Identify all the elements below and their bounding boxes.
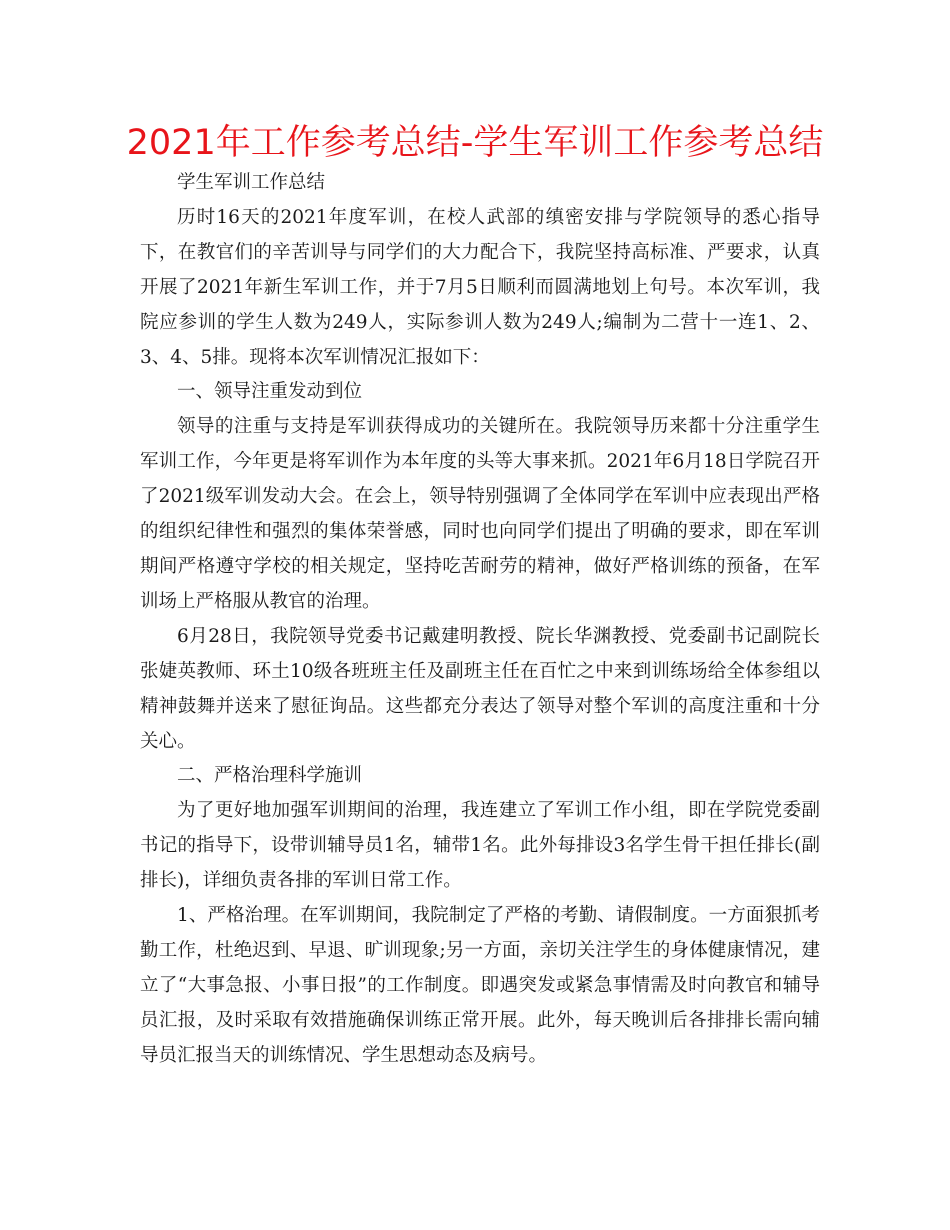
intro-paragraph: 历时16天的2021年度军训，在校人武部的缜密安排与学院领导的悉心指导下，在教官们的辛苦训导与同学们的大力配合下，我院坚持高标准、严要求，认真开展了2021年新生军训工作，并于7月5日顺利而圆满地划上句号。本次军训，我院应参训的学生人数为249人，实际参训人数为249人;编制为二营十一连1、2、3、4、5排。现将本次军训情况汇报如下： xyxy=(140,206,820,368)
section-2-paragraph-1: 为了更好地加强军训期间的治理，我连建立了军训工作小组，即在学院党委副书记的指导下，设带训辅导员1名，辅带1名。此外每排设3名学生骨干担任排长(副排长)，详细负责各排的军训日常工作。 xyxy=(140,800,820,892)
section-1-paragraph-1: 领导的注重与支持是军训获得成功的关键所在。我院领导历来都十分注重学生军训工作，今年更是将军训作为本年度的头等大事来抓。2021年6月18日学院召开了2021级军训发动大会。在会上，领导特别强调了全体同学在军训中应表现出严格的组织纪律性和强烈的集体荣誉感，同时也向同学们提出了明确的要求，即在军训期间严格遵守学校的相关规定，坚持吃苦耐劳的精神，做好严格训练的预备，在军训场上严格服从教官的治理。 xyxy=(140,416,820,612)
section-1-paragraph-2: 6月28日，我院领导党委书记戴建明教授、院长华渊教授、党委副书记副院长张婕英教师、环土10级各班班主任及副班主任在百忙之中来到训练场给全体参组以精神鼓舞并送来了慰征询品。这些都充分表达了领导对整个军训的高度注重和十分关心。 xyxy=(140,625,820,752)
subtitle-paragraph: 学生军训工作总结 xyxy=(177,172,326,193)
document-title: 2021年工作参考总结-学生军训工作参考总结 xyxy=(126,123,824,163)
section-2-paragraph-2: 1、严格治理。在军训期间，我院制定了严格的考勤、请假制度。一方面狠抓考勤工作，杜绝迟到、早退、旷训现象;另一方面，亲切关注学生的身体健康情况，建立了“大事急报、小事日报”的工作制度。即遇突发或紧急事情需及时向教官和辅导员汇报，及时采取有效措施确保训练正常开展。此外，每天晚训后各排排长需向辅导员汇报当天的训练情况、学生思想动态及病号。 xyxy=(140,905,820,1066)
section-heading-2: 二、严格治理科学施训 xyxy=(177,765,363,787)
section-heading-1: 一、领导注重发动到位 xyxy=(177,381,363,403)
document-body xyxy=(140,166,820,1074)
